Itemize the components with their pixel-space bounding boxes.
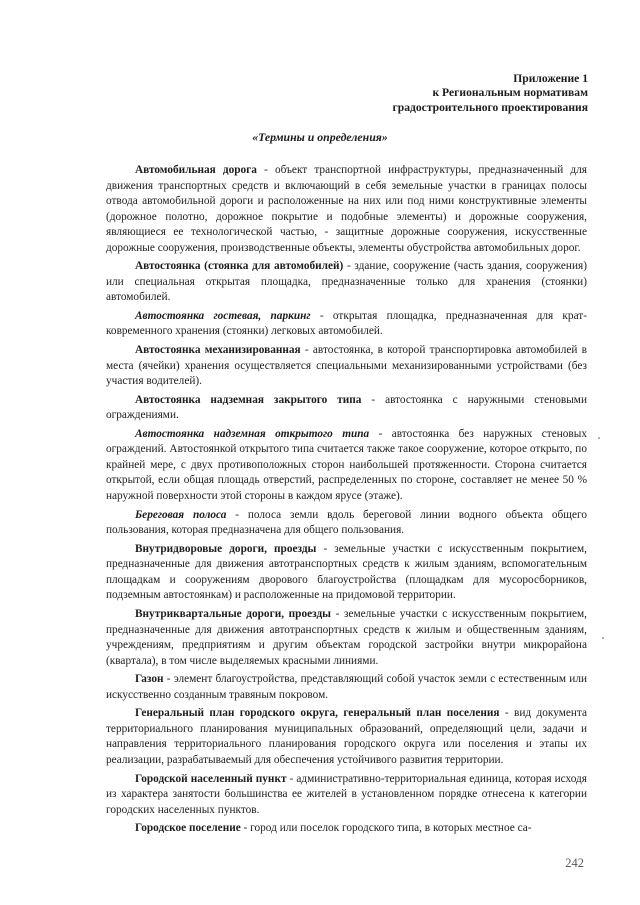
definition-term: Автостоянка надземная открытого типа xyxy=(135,427,370,440)
definition-text: - здание, сооружение (часть здания, сооружения) или специальная открытая площадка, предназначенные только для хранения (стоянки) автомобилей. xyxy=(106,260,587,304)
definition-term: Автомобильная дорога xyxy=(135,164,257,176)
definition-text: - город или поселок городского типа, в которых местное са- xyxy=(240,822,532,835)
definition-paragraph xyxy=(106,672,587,703)
scan-speck xyxy=(602,637,604,639)
appendix-heading xyxy=(288,72,588,115)
definition-paragraph xyxy=(106,542,587,604)
definition-paragraph xyxy=(106,821,587,837)
page-number: 242 xyxy=(565,856,584,870)
definition-term: Внутридворовые дороги, проезды xyxy=(135,542,317,555)
definition-paragraph xyxy=(106,706,587,768)
definition-text: - полоса земли вдоль береговой линии водного объекта общего пользования, которая предназначена для общего пользования. xyxy=(106,508,587,537)
definition-term: Газон xyxy=(135,673,164,686)
appendix-line-3: градостроительного проектирования xyxy=(392,100,588,114)
definition-paragraph xyxy=(106,772,587,819)
definition-text: - открытая площадка, предназначенная для кратковременного хранения (стоянки) легковых автомобилей. xyxy=(106,309,587,338)
definition-term: Автостоянка (стоянка для автомобилей) xyxy=(135,260,344,273)
definition-term: Береговая полоса xyxy=(135,508,227,521)
definition-paragraph xyxy=(106,607,587,669)
definition-term: Внутриквартальные дороги, проезды xyxy=(135,608,332,620)
scan-speck xyxy=(598,437,600,439)
definition-term: Автостоянка надземная закрытого типа xyxy=(135,393,362,406)
definition-term: Автостоянка механизированная xyxy=(135,344,301,357)
definition-text: - объект транспортной инфраструктуры, предназначенный для движения транспортных средств и включающий в себя земельные участки в границах полосы отвода автомобильной дороги и расположенные на них или под ними конструктивные элементы (дорожное полотно, дорожное покрытие и подобные элементы) и дорожные сооружения, являющиеся ее технологической частью, - защитные дорожные сооружения, искусственные дорожные сооружения, производственные объекты, элементы обустройства автомобильных дорог. xyxy=(106,164,587,254)
definition-term: Городской населенный пункт xyxy=(135,772,287,785)
definition-paragraph xyxy=(106,163,587,256)
definitions-body xyxy=(106,163,587,840)
definition-paragraph xyxy=(106,309,587,340)
definition-text: - земельные участки с искусственным покрытием, предназначенные для движения автотранспортных средств к жилым зданиям, вспомогательным площадкам и сооружениям дворового благоустройства (площадкам для мусоросборников, подземным автостоянкам) и расположенные на придомовой территории. xyxy=(106,542,587,602)
definition-text: - административно-территориальная единица, которая исходя из характера занятости большинства ее жителей в установленном порядке отнесена к категории городских населенных пунктов. xyxy=(106,772,587,816)
definition-paragraph xyxy=(106,427,587,505)
definition-term: Автостоянка гостевая, паркинг xyxy=(135,309,311,322)
document-title: «Термины и определения» xyxy=(252,130,388,144)
definition-term: Генеральный план городского округа, генеральный план поселения xyxy=(135,707,500,720)
definition-paragraph xyxy=(106,343,587,390)
definition-paragraph xyxy=(106,508,587,539)
definition-text: - земельные участки с искусственным покрытием, предназначенные для движения автотранспортных средств к жилым и общественным зданиям, учреждениям, предприятиям и другим объектам городской застройки внутри микрорайона (квартала), в том числе выделяемых красными линиями. xyxy=(106,608,588,667)
definition-text: - автостоянка с наружными стеновыми ограждениями. xyxy=(106,393,587,422)
definition-text: - автостоянка, в которой транспортировка автомобилей в места (ячейки) хранения осуществляется специальными механизированными устройствами (без участия водителей). xyxy=(106,344,587,388)
definition-text: - автостоянка без наружных стеновых ограждений. Автостоянкой открытого типа считается также такое сооружение, которое открыто, по крайней мере, с двух противоположных сторон наибольшей протяженности. Сторона считается открытой, если общая площадь отверстий, распределенных по стороне, составляет не менее 50 % наружной поверхности этой стороны в каждом ярусе (этаже). xyxy=(106,427,588,502)
definition-text: - вид документа территориального планирования муниципальных образований, определяющий цели, задачи и направления территориального планирования городского округа или поселения и этапы их реализации, разрабатываемый для обеспечения устойчивого развития территории. xyxy=(106,707,587,766)
appendix-line-1: Приложение 1 xyxy=(513,72,588,85)
definition-text: - элемент благоустройства, представляющий собой участок земли с естественным или искусственно созданным травяным покровом. xyxy=(106,673,587,701)
appendix-line-2: к Региональным нормативам xyxy=(432,86,588,100)
definition-paragraph xyxy=(106,393,587,424)
definition-term: Городское поселение xyxy=(135,822,241,835)
definition-paragraph xyxy=(106,259,587,306)
